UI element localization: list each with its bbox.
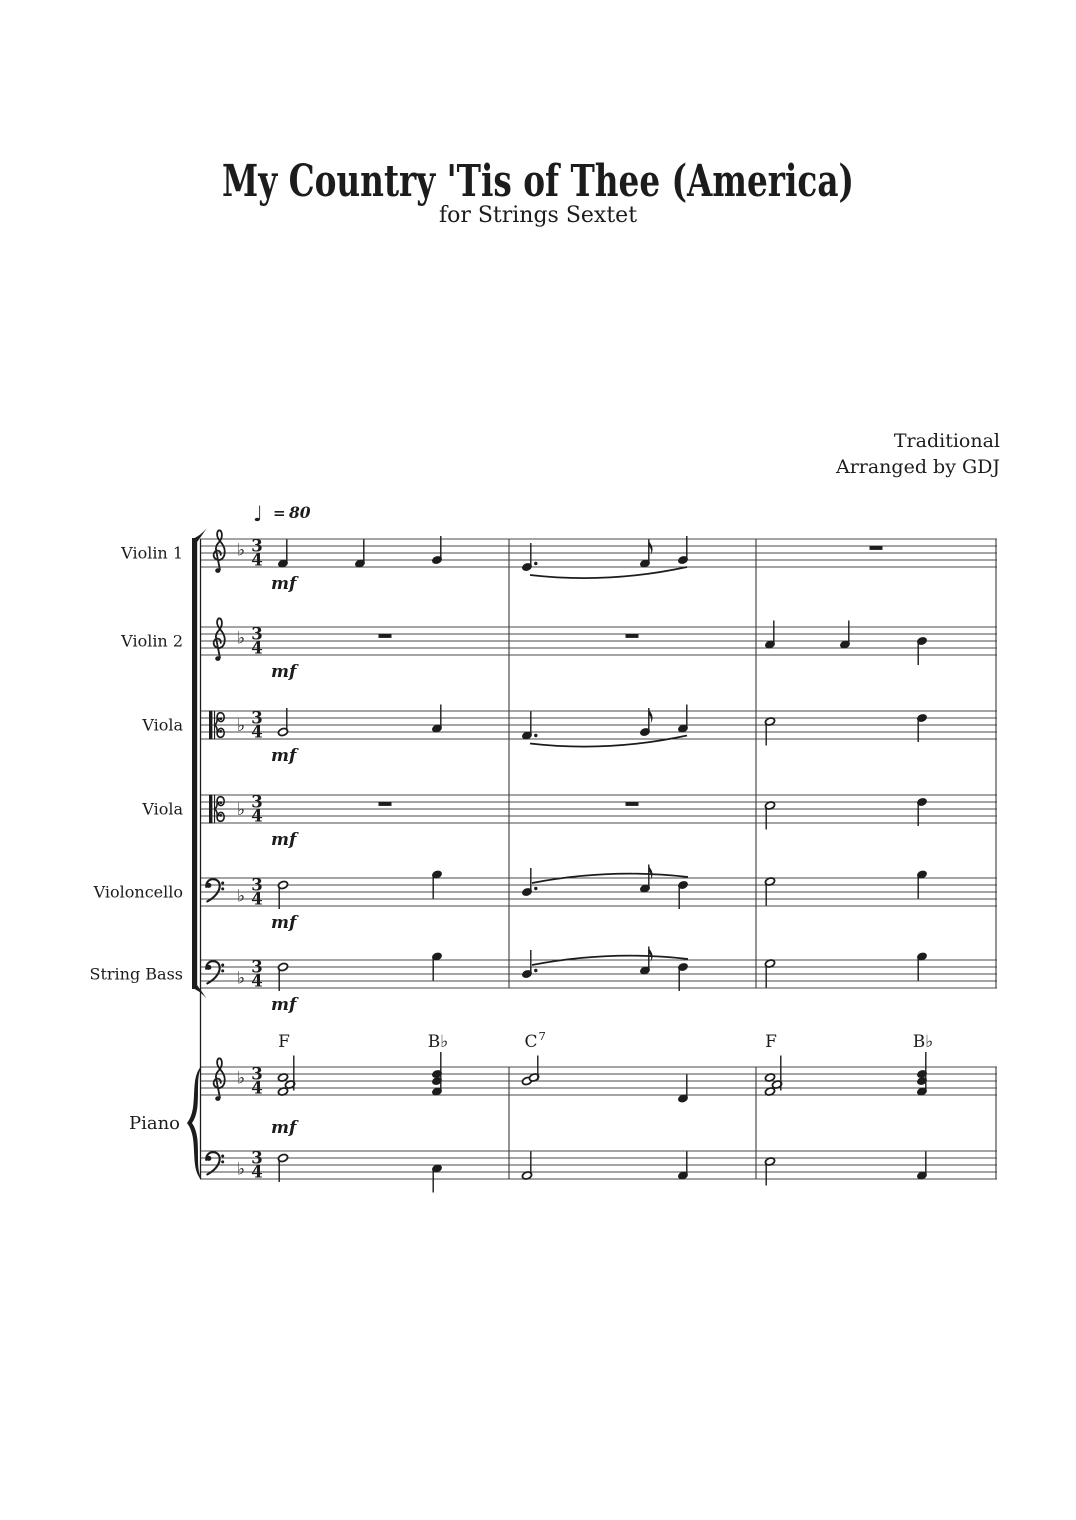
quarter-note xyxy=(916,636,927,665)
half-note xyxy=(764,1157,775,1186)
dynamic-mf: mf xyxy=(271,746,297,766)
instrument-label-piano: Piano xyxy=(128,1113,180,1134)
chord-symbol-text: F xyxy=(765,1032,777,1052)
eighth-note xyxy=(639,540,652,569)
eighth-note xyxy=(639,947,652,976)
slur xyxy=(530,736,687,747)
half-note xyxy=(277,880,288,909)
quarter-note xyxy=(916,870,927,899)
chord-symbol-text: B♭ xyxy=(912,1032,934,1052)
quarter-note xyxy=(677,705,688,734)
tempo-note-icon: ♩ xyxy=(253,502,263,526)
tempo-equals: = xyxy=(273,504,286,522)
time-signature-numerator: 3 xyxy=(251,624,263,644)
eighth-note xyxy=(639,865,652,894)
chord-symbol-text: C xyxy=(524,1032,538,1052)
quarter-note xyxy=(677,536,688,565)
tempo-bpm: 80 xyxy=(289,503,311,522)
quarter-note xyxy=(764,621,775,650)
time-signature-denominator: 4 xyxy=(251,889,263,909)
dynamic-mf: mf xyxy=(271,574,297,594)
half-note xyxy=(764,959,775,988)
augmentation-dot xyxy=(534,969,537,972)
half-note-chord xyxy=(277,1056,295,1097)
key-signature-flat: ♭ xyxy=(236,716,246,736)
half-note xyxy=(764,877,775,906)
instrument-label-violin1: Violin 1 xyxy=(121,543,183,563)
time-signature-denominator: 4 xyxy=(251,722,263,742)
chord-symbol-text: B♭ xyxy=(427,1032,449,1052)
staff-violin1 xyxy=(120,530,997,594)
time-signature-denominator: 4 xyxy=(251,1162,263,1182)
chord-symbol xyxy=(278,1032,290,1052)
staff-stringbass xyxy=(89,947,997,1016)
half-note xyxy=(277,708,288,737)
quarter-note xyxy=(677,1075,688,1104)
instrument-label-viola1: Viola xyxy=(142,715,183,735)
key-signature-flat: ♭ xyxy=(236,886,246,907)
page-title: My Country 'Tis of Thee (America) xyxy=(222,156,854,207)
half-note xyxy=(277,962,288,991)
chord-symbol-superscript: 7 xyxy=(538,1029,546,1043)
slur xyxy=(530,567,687,578)
time-signature-numerator: 3 xyxy=(251,1064,263,1084)
quarter-note xyxy=(916,952,927,981)
instrument-label-violoncello: Violoncello xyxy=(93,882,183,902)
whole-measure-rest xyxy=(870,546,883,550)
time-signature-numerator: 3 xyxy=(251,957,263,977)
staff-piano-lh xyxy=(200,1149,997,1193)
credit-arranger: Arranged by GDJ xyxy=(835,456,1000,478)
instrument-label-violin2: Violin 2 xyxy=(121,631,183,651)
chord-symbol-text: F xyxy=(278,1032,290,1052)
quarter-note xyxy=(677,962,688,991)
quarter-note-chord xyxy=(916,1052,927,1096)
quarter-note xyxy=(677,1152,688,1181)
quarter-note xyxy=(677,880,688,909)
quarter-note xyxy=(839,621,850,650)
dynamic-mf: mf xyxy=(271,830,297,850)
time-signature-denominator: 4 xyxy=(251,806,263,826)
quarter-note-chord xyxy=(431,1052,442,1096)
staff-viola1 xyxy=(141,705,997,767)
augmentation-dot xyxy=(534,562,537,565)
dynamic-mf: mf xyxy=(271,662,297,682)
whole-measure-rest xyxy=(379,634,392,638)
time-signature-numerator: 3 xyxy=(251,1148,263,1168)
key-signature-flat: ♭ xyxy=(236,540,246,561)
whole-measure-rest xyxy=(379,802,392,806)
bass-clef-icon xyxy=(206,879,224,901)
time-signature-denominator: 4 xyxy=(251,638,263,658)
half-note xyxy=(764,801,775,830)
staff-viola2 xyxy=(141,793,997,851)
half-note xyxy=(521,1152,532,1181)
dotted-quarter-note xyxy=(521,712,537,741)
time-signature-numerator: 3 xyxy=(251,875,263,895)
dynamic-mf: mf xyxy=(271,995,297,1015)
quarter-note xyxy=(916,797,927,826)
strings-bracket xyxy=(192,529,207,999)
time-signature-numerator: 3 xyxy=(251,708,263,728)
quarter-note xyxy=(431,1164,442,1193)
quarter-note xyxy=(354,540,365,569)
piano-brace xyxy=(188,1067,202,1179)
quarter-note xyxy=(431,870,442,899)
quarter-note xyxy=(916,713,927,742)
whole-measure-rest xyxy=(626,802,639,806)
time-signature-numerator: 3 xyxy=(251,536,263,556)
dynamic-mf: mf xyxy=(271,1118,297,1138)
half-note xyxy=(277,1153,288,1182)
time-signature-denominator: 4 xyxy=(251,1078,263,1098)
staff-violin2 xyxy=(120,618,997,682)
chord-symbol xyxy=(524,1029,545,1052)
instrument-label-stringbass: String Bass xyxy=(89,964,183,984)
chord-symbol xyxy=(428,1032,449,1052)
half-note-chord xyxy=(764,1056,782,1097)
time-signature-denominator: 4 xyxy=(251,550,263,570)
key-signature-flat: ♭ xyxy=(236,628,246,649)
page-subtitle: for Strings Sextet xyxy=(438,203,638,228)
quarter-note xyxy=(916,1152,927,1181)
whole-measure-rest xyxy=(626,634,639,638)
chord-symbol xyxy=(913,1032,934,1052)
augmentation-dot xyxy=(534,734,537,737)
augmentation-dot xyxy=(534,887,537,890)
key-signature-flat: ♭ xyxy=(236,1068,246,1089)
instrument-label-viola2: Viola xyxy=(142,799,183,819)
quarter-note xyxy=(431,952,442,981)
tempo-marking xyxy=(253,502,311,526)
key-signature-flat: ♭ xyxy=(236,1159,246,1180)
quarter-note xyxy=(277,540,288,569)
quarter-note xyxy=(431,705,442,734)
dynamic-mf: mf xyxy=(271,913,297,933)
credit-composer: Traditional xyxy=(893,430,1000,452)
staff-piano-rh xyxy=(200,1052,997,1138)
time-signature-denominator: 4 xyxy=(251,971,263,991)
quarter-note xyxy=(431,536,442,565)
time-signature-numerator: 3 xyxy=(251,792,263,812)
key-signature-flat: ♭ xyxy=(236,800,246,820)
bass-clef-icon xyxy=(206,1152,224,1174)
bass-clef-icon xyxy=(206,961,224,983)
half-note xyxy=(764,717,775,746)
chord-symbol xyxy=(765,1032,777,1052)
key-signature-flat: ♭ xyxy=(236,968,246,989)
staff-violoncello xyxy=(93,865,997,934)
